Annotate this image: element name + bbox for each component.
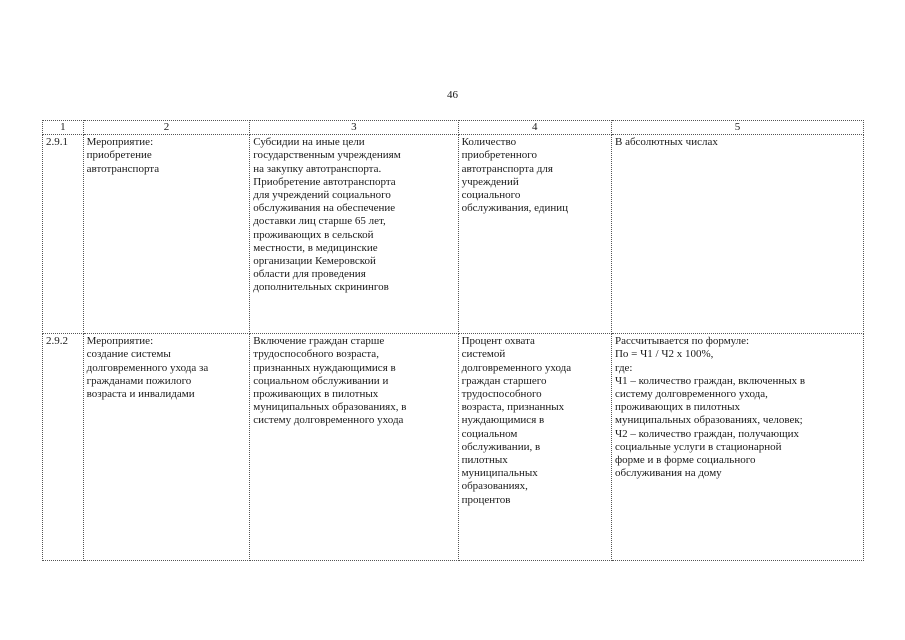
cell-text-line: области для проведения xyxy=(253,268,366,281)
cell-text-line: трудоспособного возраста, xyxy=(253,348,379,361)
cell-text-line: систему долговременного ухода, xyxy=(614,388,768,401)
cell-text-line: учреждений xyxy=(461,175,519,188)
cell-text-line: проживающих в пилотных xyxy=(253,388,379,401)
cell-text-line: системой xyxy=(461,348,506,361)
measure-description-cell xyxy=(250,135,458,334)
table-row xyxy=(43,135,864,334)
cell-text-line: Приобретение автотранспорта xyxy=(253,175,396,188)
cell-text-line: автотранспорта для xyxy=(461,162,553,175)
cell-text-line: По = Ч1 / Ч2 х 100%, xyxy=(614,348,714,361)
cell-text-line: где: xyxy=(614,361,633,374)
cell-text-line: социальном xyxy=(461,427,518,440)
cell-text-line: форме и в форме социального xyxy=(614,454,756,467)
cell-text-line: автотранспорта xyxy=(86,162,160,175)
indicator-cell xyxy=(458,334,611,561)
table-row xyxy=(43,334,864,561)
table-header-row xyxy=(43,121,864,135)
cell-text-line: государственным учреждениям xyxy=(253,149,401,162)
measure-name-cell xyxy=(83,135,250,334)
cell-text-line: социальном обслуживании и xyxy=(253,374,389,387)
cell-text-line: Количество xyxy=(461,136,517,149)
document-table xyxy=(42,120,864,561)
cell-text-line: признанных нуждающимися в xyxy=(253,361,396,374)
cell-text-line: социальные услуги в стационарной xyxy=(614,440,782,453)
cell-text-line: Ч2 – количество граждан, получающих xyxy=(614,427,799,440)
cell-text-line: долговременного ухода xyxy=(461,361,572,374)
cell-text-line: организации Кемеровской xyxy=(253,255,376,268)
cell-text-line: В абсолютных числах xyxy=(614,136,718,149)
header-cell-1: 1 xyxy=(43,121,84,135)
cell-text-line: возраста и инвалидами xyxy=(86,388,195,401)
cell-text-line: приобретенного xyxy=(461,149,538,162)
cell-text-line: проживающих в пилотных xyxy=(614,401,740,414)
cell-text-line: возраста, признанных xyxy=(461,401,565,414)
measure-name-cell xyxy=(83,334,250,561)
cell-text-line: нуждающимися в xyxy=(461,414,545,427)
cell-text-line: на закупку автотранспорта. xyxy=(253,162,382,175)
cell-text-line: обслуживания на дому xyxy=(614,467,722,480)
row-number: 2.9.1 xyxy=(43,135,84,334)
cell-text-line: приобретение xyxy=(86,149,152,162)
cell-text-line: социального xyxy=(461,189,521,202)
cell-text-line: создание системы xyxy=(86,348,171,361)
cell-text-line: муниципальных образованиях, в xyxy=(253,401,407,414)
calculation-method-cell xyxy=(611,334,863,561)
cell-text-line: Мероприятие: xyxy=(86,335,154,348)
header-cell-3: 3 xyxy=(250,121,458,135)
header-cell-5: 5 xyxy=(611,121,863,135)
cell-text-line: Субсидии на иные цели xyxy=(253,136,365,149)
cell-text-line: обслуживания, единиц xyxy=(461,202,569,215)
cell-text-line: обслуживании, в xyxy=(461,440,541,453)
measure-description-cell xyxy=(250,334,458,561)
cell-text-line: образованиях, xyxy=(461,480,528,493)
row-number: 2.9.2 xyxy=(43,334,84,561)
calculation-method-cell xyxy=(611,135,863,334)
cell-text-line: Процент охвата xyxy=(461,335,535,348)
cell-text-line: муниципальных xyxy=(461,467,538,480)
cell-text-line: долговременного ухода за xyxy=(86,361,209,374)
cell-text-line: для учреждений социального xyxy=(253,189,391,202)
cell-text-line: Ч1 – количество граждан, включенных в xyxy=(614,374,806,387)
header-cell-4: 4 xyxy=(458,121,611,135)
cell-text-line: процентов xyxy=(461,493,511,506)
cell-text-line: систему долговременного ухода xyxy=(253,414,404,427)
indicator-cell xyxy=(458,135,611,334)
cell-text-line: гражданами пожилого xyxy=(86,374,192,387)
page-number: 46 xyxy=(447,89,458,101)
cell-text-line: местности, в медицинские xyxy=(253,241,378,254)
cell-text-line: Мероприятие: xyxy=(86,136,154,149)
cell-text-line: пилотных xyxy=(461,454,508,467)
header-cell-2: 2 xyxy=(83,121,250,135)
cell-text-line: Рассчитывается по формуле: xyxy=(614,335,750,348)
cell-text-line: дополнительных скринингов xyxy=(253,281,389,294)
cell-text-line: граждан старшего xyxy=(461,374,547,387)
cell-text-line: Включение граждан старше xyxy=(253,335,385,348)
cell-text-line: проживающих в сельской xyxy=(253,228,374,241)
cell-text-line: доставки лиц старше 65 лет, xyxy=(253,215,386,228)
cell-text-line: муниципальных образованиях, человек; xyxy=(614,414,803,427)
cell-text-line: обслуживания на обеспечение xyxy=(253,202,396,215)
cell-text-line: трудоспособного xyxy=(461,388,542,401)
